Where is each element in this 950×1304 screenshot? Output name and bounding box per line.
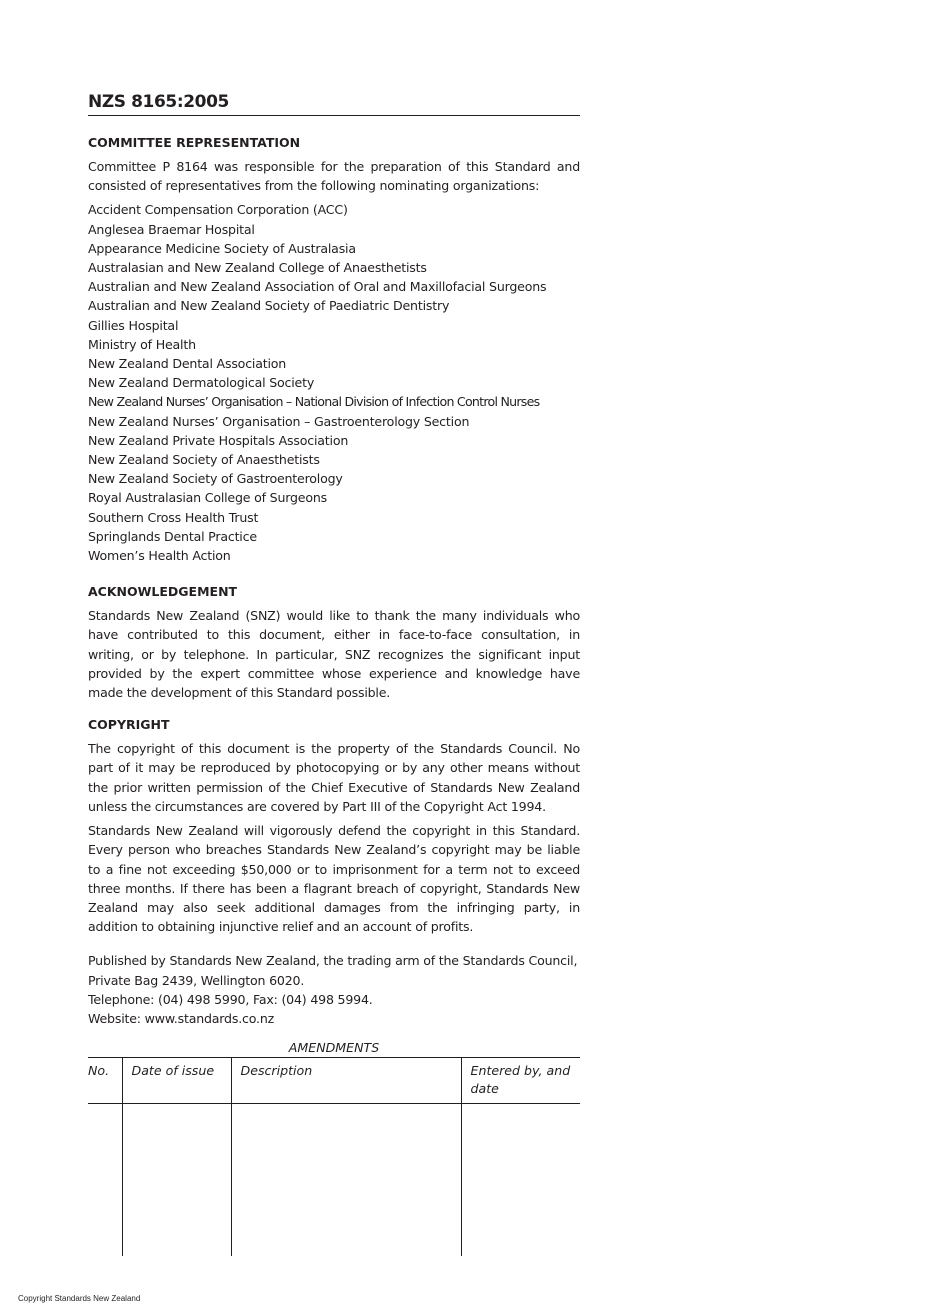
publisher-website: Website: www.standards.co.nz bbox=[88, 1010, 275, 1026]
organization-item: Ministry of Health bbox=[88, 336, 196, 352]
organization-item: New Zealand Society of Gastroenterology bbox=[88, 471, 343, 487]
column-header-date: Date of issue bbox=[122, 1058, 231, 1104]
publisher-address: Private Bag 2439, Wellington 6020. bbox=[88, 972, 305, 988]
organization-item: New Zealand Dental Association bbox=[88, 356, 287, 372]
organization-item: Anglesea Braemar Hospital bbox=[88, 221, 255, 237]
acknowledgement-text: Standards New Zealand (SNZ) would like to thank the many individuals who have contributed to this document, either in face-to-face consultation, in writing, or by telephone. In particular, SNZ recognizes the significant input provided by the expert committee whose experience and knowledge have made the development of this Standard possible. bbox=[88, 608, 580, 701]
organization-item: New Zealand Dermatological Society bbox=[88, 375, 315, 391]
organization-item: Accident Compensation Corporation (ACC) bbox=[88, 202, 348, 218]
organization-item: Gillies Hospital bbox=[88, 317, 179, 333]
copyright-paragraph-2: Standards New Zealand will vigorously defend the copyright in this Standard. Every person who breaches Standards New Zealand’s copyright may be liable to a fine not exceeding $50,000 or to imprisonment for a term not to exceed three months. If there has been a flagrant breach of copyright, Standards New Zealand may also seek additional damages from the infringing party, in addition to obtaining injunctive relief and an account of profits. bbox=[88, 823, 580, 935]
organization-item: New Zealand Society of Anaesthetists bbox=[88, 452, 320, 468]
standard-number: NZS 8165:2005 bbox=[88, 92, 580, 116]
acknowledgement-heading: ACKNOWLEDGEMENT bbox=[88, 584, 238, 600]
amendment-cell-entered-by bbox=[461, 1104, 580, 1257]
organization-item: Women’s Health Action bbox=[88, 548, 231, 564]
amendment-cell-no bbox=[88, 1104, 122, 1257]
organization-item: New Zealand Nurses’ Organisation – National Division of Infection Control Nurses bbox=[88, 394, 540, 410]
amendments-header-row bbox=[88, 1058, 580, 1104]
organization-item: Australasian and New Zealand College of Anaesthetists bbox=[88, 260, 427, 276]
organization-list bbox=[88, 200, 580, 565]
publisher-phone: Telephone: (04) 498 5990, Fax: (04) 498 5994. bbox=[88, 991, 373, 1007]
organization-item: Australian and New Zealand Association of Oral and Maxillofacial Surgeons bbox=[88, 279, 547, 295]
organization-item: Southern Cross Health Trust bbox=[88, 509, 259, 525]
copyright-footer: Copyright Standards New Zealand bbox=[18, 1294, 141, 1303]
organization-item: New Zealand Private Hospitals Association bbox=[88, 432, 349, 448]
amendments-table bbox=[88, 1057, 580, 1256]
column-header-no: No. bbox=[88, 1058, 122, 1104]
committee-heading: COMMITTEE REPRESENTATION bbox=[88, 135, 301, 150]
committee-intro: Committee P 8164 was responsible for the preparation of this Standard and consisted of representatives from the following nominating organizations: bbox=[88, 159, 580, 194]
amendments-title: AMENDMENTS bbox=[288, 1040, 380, 1056]
column-header-description: Description bbox=[231, 1058, 461, 1104]
organization-item: Australian and New Zealand Society of Paediatric Dentistry bbox=[88, 298, 450, 314]
publisher-line: Published by Standards New Zealand, the trading arm of the Standards Council, bbox=[88, 953, 578, 969]
document-page bbox=[88, 92, 580, 1256]
copyright-heading: COPYRIGHT bbox=[88, 717, 170, 733]
copyright-paragraph-1: The copyright of this document is the property of the Standards Council. No part of it may be reproduced by photocopying or by any other means without the prior written permission of the Chief Executive of Standards New Zealand unless the circumstances are covered by Part III of the Copyright Act 1994. bbox=[88, 741, 580, 814]
column-header-entered-by: Entered by, and date bbox=[461, 1058, 580, 1104]
amendments-empty-row bbox=[88, 1104, 580, 1257]
organization-item: New Zealand Nurses’ Organisation – Gastroenterology Section bbox=[88, 413, 470, 429]
organization-item: Appearance Medicine Society of Australasia bbox=[88, 240, 356, 256]
organization-item: Springlands Dental Practice bbox=[88, 528, 257, 544]
amendment-cell-date bbox=[122, 1104, 231, 1257]
publisher-block bbox=[88, 951, 580, 1028]
amendment-cell-description bbox=[231, 1104, 461, 1257]
organization-item: Royal Australasian College of Surgeons bbox=[88, 490, 327, 506]
